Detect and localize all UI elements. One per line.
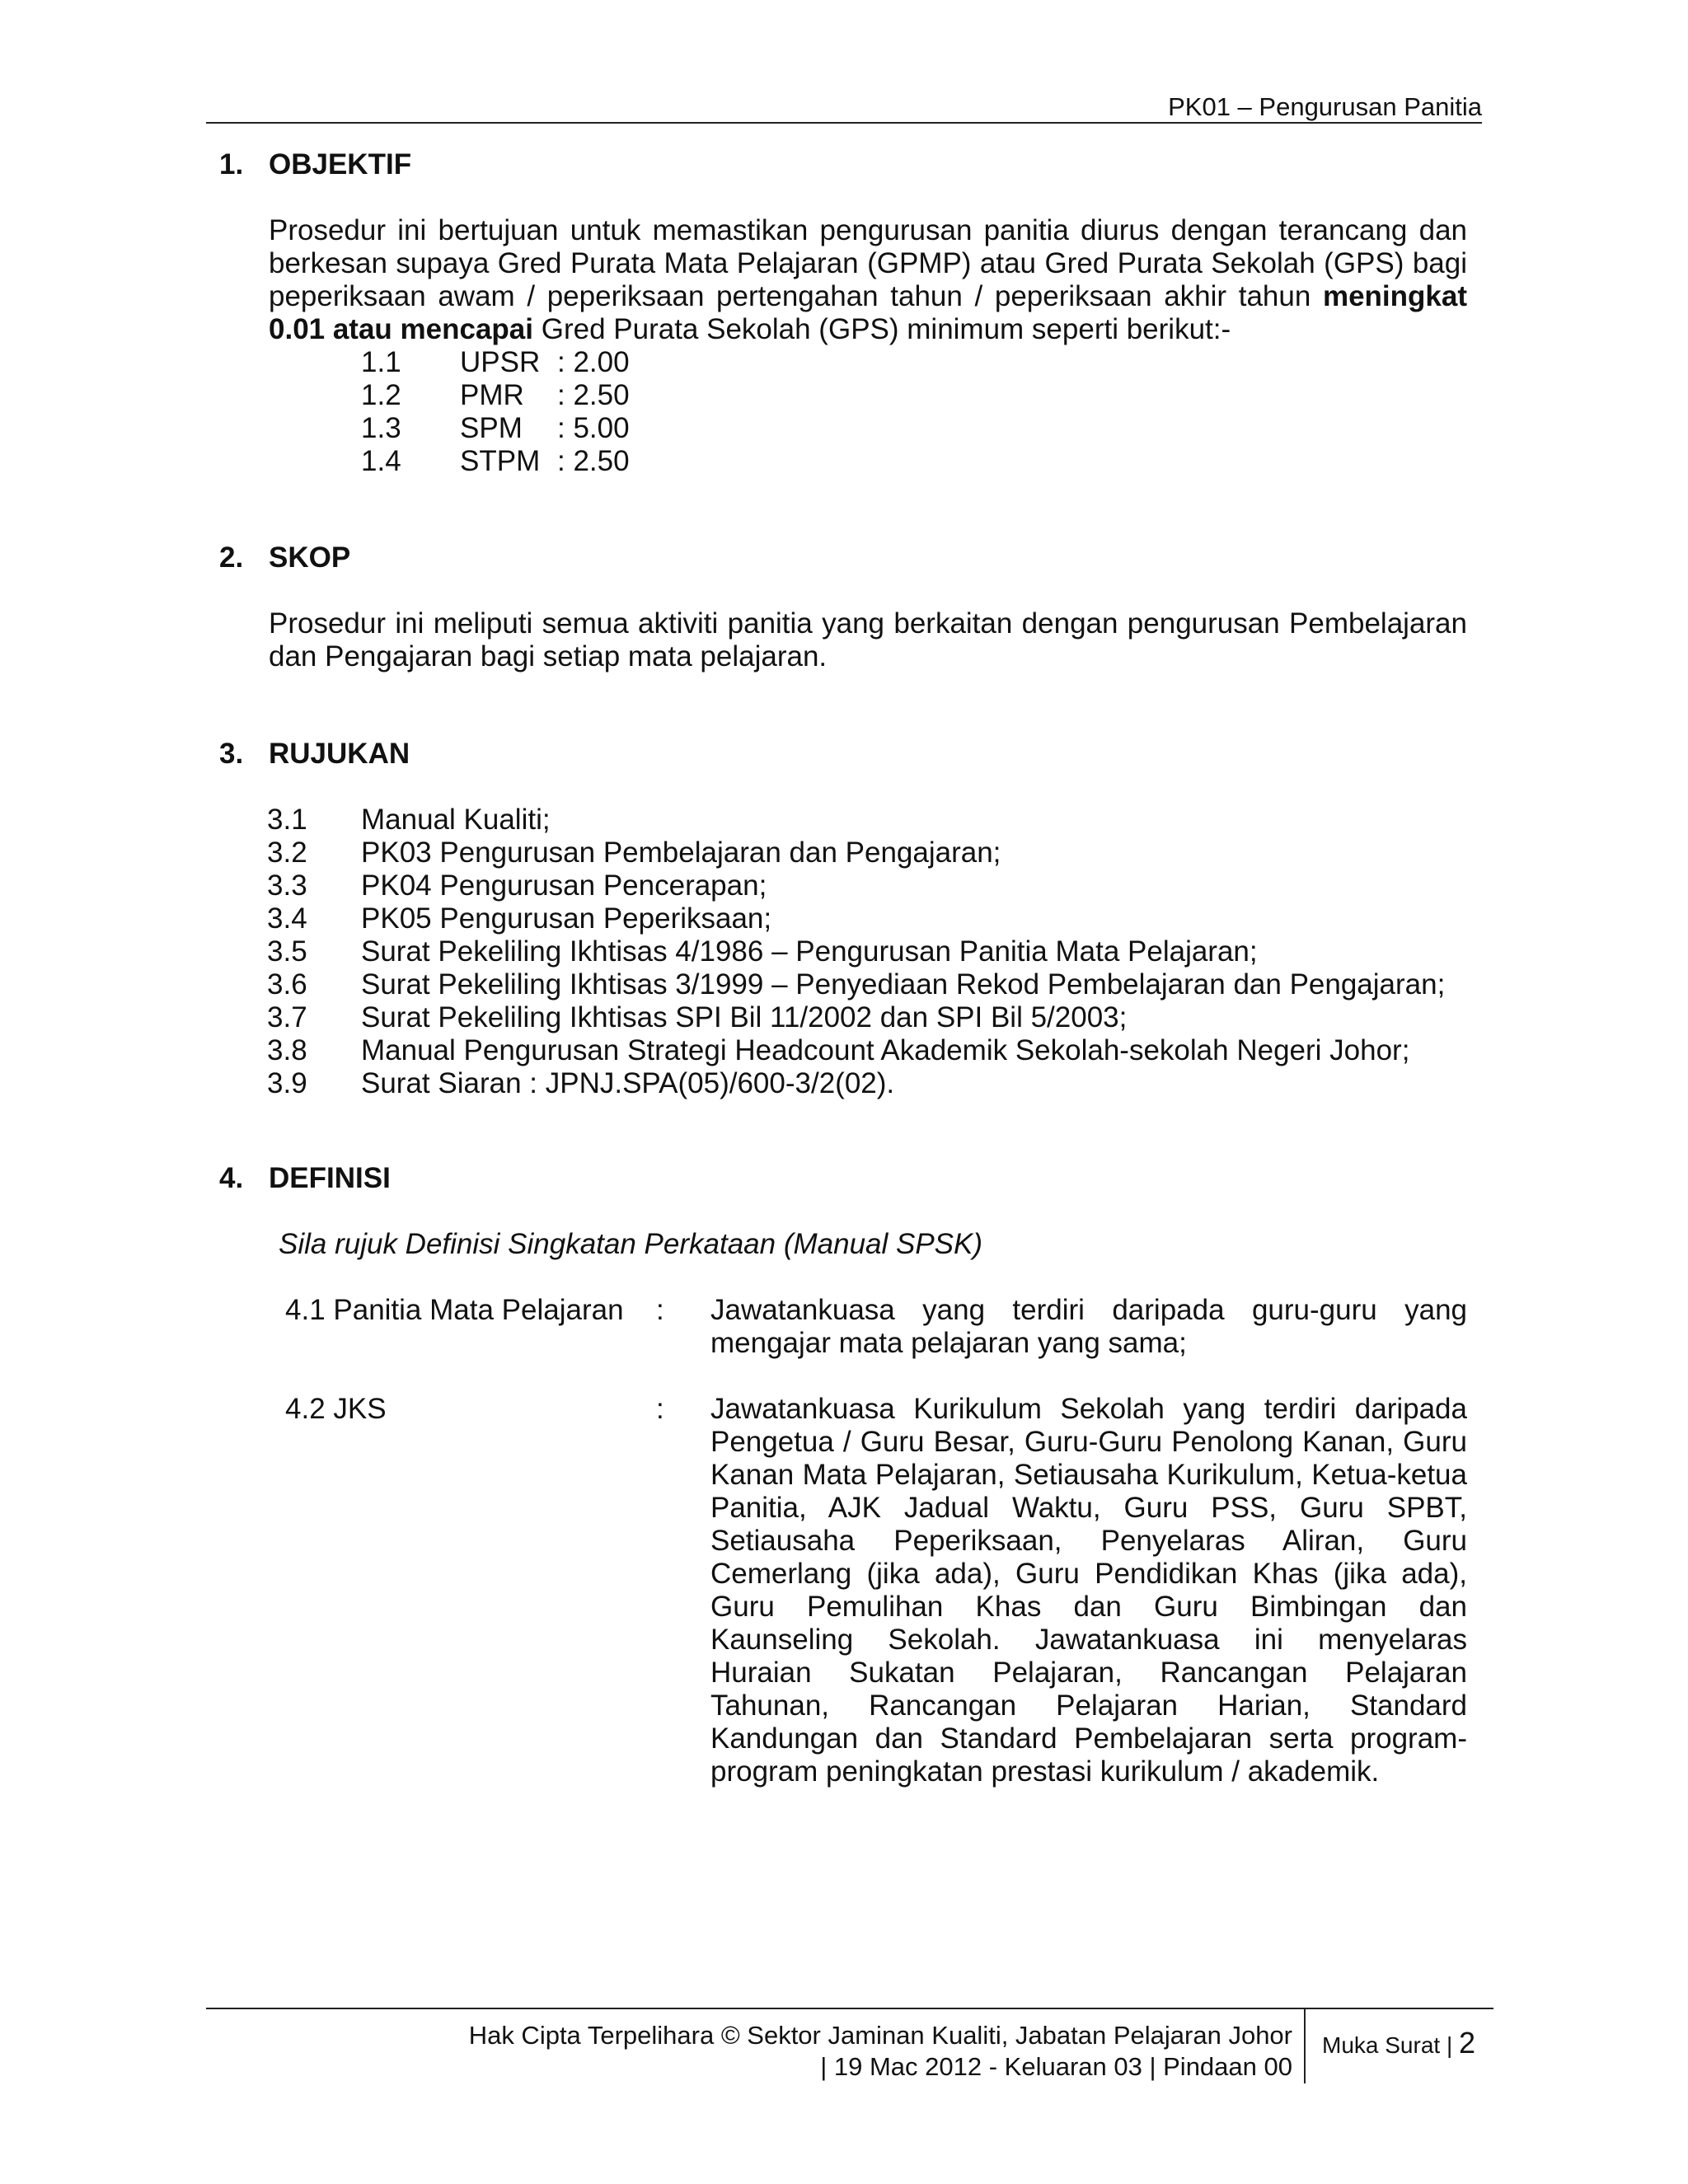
footer-copyright-block: [469, 2020, 1292, 2083]
section-heading: DEFINISI: [269, 1162, 391, 1194]
list-item: [267, 968, 1445, 1001]
definition-term: 4.1 Panitia Mata Pelajaran: [285, 1294, 624, 1326]
reference-number: 3.6: [267, 968, 307, 1001]
reference-text: Manual Kualiti;: [361, 804, 551, 836]
objektif-text-before: Prosedur ini bertujuan untuk memastikan pengurusan panitia diurus dengan terancang dan berkesan supaya Gred Purata Mata Pelajaran (GPMP) atau Gred Purata Sekolah (GPS) bagi peperiksaan awam / peperiksaan pertengahan tahun / peperiksaan akhir tahun: [269, 214, 1467, 312]
target-exam: UPSR: [460, 346, 541, 378]
gps-target-list: [361, 346, 630, 478]
list-item: [267, 869, 1445, 902]
target-number: 1.2: [361, 379, 401, 411]
section-heading: OBJEKTIF: [269, 148, 412, 180]
target-value: : 2.50: [557, 379, 630, 411]
section-heading: SKOP: [269, 541, 351, 574]
footer-divider: [206, 2008, 1493, 2009]
footer-copyright: Hak Cipta Terpelihara © Sektor Jaminan Kualiti, Jabatan Pelajaran Johor: [468, 2021, 1292, 2050]
list-item: [361, 445, 630, 478]
definition-colon: :: [656, 1393, 664, 1425]
target-number: 1.4: [361, 445, 401, 477]
footer-version: | 19 Mac 2012 - Keluaran 03 | Pindaan 00: [820, 2052, 1292, 2081]
definisi-intro: Sila rujuk Definisi Singkatan Perkataan (Manual SPSK): [279, 1228, 983, 1260]
target-number: 1.3: [361, 412, 401, 444]
list-item: [267, 837, 1445, 869]
section-title-rujukan: [219, 738, 410, 771]
definition-description: Jawatankuasa yang terdiri daripada guru-guru yang mengajar mata pelajaran yang sama;: [710, 1294, 1467, 1359]
list-item: [361, 379, 630, 412]
section-title-definisi: [219, 1162, 391, 1195]
list-item: [267, 804, 1445, 837]
target-value: : 2.00: [557, 346, 630, 378]
section-heading: RUJUKAN: [269, 738, 410, 770]
definition-colon: :: [656, 1294, 664, 1326]
page-label: Muka Surat |: [1322, 2032, 1453, 2058]
reference-number: 3.8: [267, 1034, 307, 1066]
reference-text: Manual Pengurusan Strategi Headcount Akademik Sekolah-sekolah Negeri Johor;: [361, 1034, 1410, 1066]
header-doc-code: PK01 – Pengurusan Panitia: [1168, 92, 1482, 121]
section-number: 2.: [219, 541, 244, 574]
reference-number: 3.2: [267, 837, 307, 869]
skop-paragraph: Prosedur ini meliputi semua aktiviti panitia yang berkaitan dengan pengurusan Pembelajaran dan Pengajaran bagi setiap mata pelajaran.: [269, 607, 1467, 673]
section-number: 4.: [219, 1162, 244, 1194]
target-exam: STPM: [460, 445, 541, 477]
list-item: [267, 1001, 1445, 1034]
target-value: : 2.50: [557, 445, 630, 477]
reference-number: 3.3: [267, 869, 307, 902]
definition-term: 4.2 JKS: [285, 1393, 387, 1425]
reference-text: PK03 Pengurusan Pembelajaran dan Pengajaran;: [361, 837, 1001, 869]
objektif-text-bold: meningkat 0.01 atau mencapai: [269, 280, 1467, 345]
section-title-skop: [219, 541, 350, 574]
reference-number: 3.4: [267, 902, 307, 935]
reference-text: Surat Siaran : JPNJ.SPA(05)/600-3/2(02).: [361, 1067, 895, 1099]
reference-text: PK05 Pengurusan Peperiksaan;: [361, 902, 772, 935]
target-value: : 5.00: [557, 412, 630, 444]
definition-description: Jawatankuasa Kurikulum Sekolah yang terdiri daripada Pengetua / Guru Besar, Guru-Guru Penolong Kanan, Guru Kanan Mata Pelajaran, Setiausaha Kurikulum, Ketua-ketua Panitia, AJK Jadual Waktu, Guru PSS, Guru SPBT, Setiausaha Peperiksaan, Penyelaras Aliran, Guru Cemerlang (jika ada), Guru Pendidikan Khas (jika ada), Guru Pemulihan Khas dan Guru Bimbingan dan Kaunseling Sekolah. Jawatankuasa ini menyelaras Huraian Sukatan Pelajaran, Rancangan Pelajaran Tahunan, Rancangan Pelajaran Harian, Standard Kandungan dan Standard Pembelajaran serta program-program peningkatan prestasi kurikulum / akademik.: [710, 1393, 1467, 1788]
target-exam: SPM: [460, 412, 523, 444]
list-item: [361, 346, 630, 379]
reference-number: 3.9: [267, 1067, 307, 1099]
reference-text: Surat Pekeliling Ikhtisas 4/1986 – Pengurusan Panitia Mata Pelajaran;: [361, 935, 1258, 968]
reference-text: Surat Pekeliling Ikhtisas 3/1999 – Penyediaan Rekod Pembelajaran dan Pengajaran;: [361, 968, 1446, 1001]
header-divider: [206, 122, 1482, 124]
definition-item: [285, 1393, 1467, 1788]
section-number: 1.: [219, 148, 244, 180]
reference-number: 3.5: [267, 935, 307, 968]
list-item: [267, 935, 1445, 968]
list-item: [267, 1034, 1445, 1067]
list-item: [361, 412, 630, 445]
objektif-text-after: Gred Purata Sekolah (GPS) minimum seperti berikut:-: [533, 313, 1231, 345]
reference-list: [267, 804, 1445, 1100]
list-item: [267, 1067, 1445, 1100]
objektif-paragraph: [269, 214, 1467, 346]
reference-number: 3.7: [267, 1001, 307, 1033]
definition-item: [285, 1294, 1467, 1360]
footer-vertical-divider: [1304, 2009, 1306, 2083]
section-number: 3.: [219, 738, 244, 770]
footer-page-indicator: [1322, 2027, 1475, 2061]
reference-text: PK04 Pengurusan Pencerapan;: [361, 869, 767, 902]
reference-text: Surat Pekeliling Ikhtisas SPI Bil 11/2002 dan SPI Bil 5/2003;: [361, 1001, 1128, 1033]
section-title-objektif: [219, 148, 411, 181]
list-item: [267, 902, 1445, 935]
page-number: 2: [1459, 2026, 1476, 2060]
target-number: 1.1: [361, 346, 401, 378]
reference-number: 3.1: [267, 804, 307, 836]
target-exam: PMR: [460, 379, 524, 411]
